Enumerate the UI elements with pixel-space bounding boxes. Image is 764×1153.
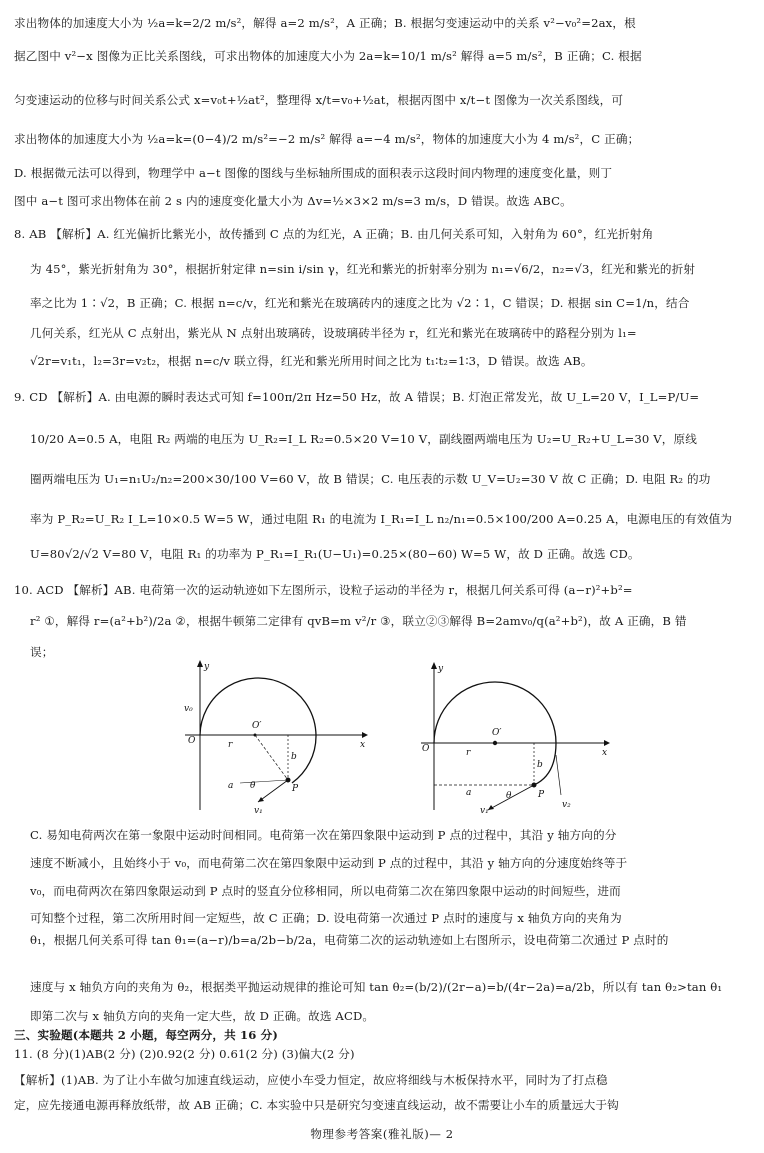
text-line: 几何关系，红光从 C 点射出，紫光从 N 点射出玻璃砖，设玻璃砖半径为 r，红光和紫光在玻璃砖中的路程分别为 l₁= [30,326,637,340]
text-line: 求出物体的加速度大小为 ½a=k=2/2 m/s²，解得 a=2 m/s²，A 正确；B. 根据匀变速运动中的关系 v²−v₀²=2ax，根 [14,16,636,30]
text-line: 圈两端电压为 U₁=n₁U₂/n₂=200×30/100 V=60 V，故 B 错误；C. 电压表的示数 U_V=U₂=30 V 故 C 正确；D. 电阻 R₂ 的功 [30,472,711,486]
text-line: 为 45°，紫光折射角为 30°，根据折射定律 n=sin i/sin γ，红光和紫光的折射率分别为 n₁=√6/2，n₂=√3，红光和紫光的折射 [30,262,696,276]
y-axis-label: y [438,664,444,674]
x-axis-label: x [360,740,366,750]
theta-label: θ [250,781,256,791]
q8-line: 8. AB 【解析】A. 红光偏折比紫光小，故传播到 C 点的为红光，A 正确；B. 由几何关系可知，入射角为 60°，红光折射角 [14,227,654,241]
v0-label: v₀ [184,704,193,714]
text-line: D. 根据微元法可以得到，物理学中 a−t 图像的图线与坐标轴所围成的面积表示这段时间内物理的速度变化量，则丁 [14,166,613,180]
text-line: 【解析】(1)AB. 为了让小车做匀加速直线运动，应使小车受力恒定，故应将细线与木板保持水平，同时为了打点稳 [14,1073,608,1087]
text-line: 误； [30,645,54,659]
text-line: U=80√2/√2 V=80 V，电阻 R₁ 的功率为 P_R₁=I_R₁(U−U₁)=0.25×(80−60) W=5 W，故 D 正确。故选 CD。 [30,547,640,561]
a-label: a [228,781,234,791]
radius-label: r [228,740,233,750]
text-line: 即第二次与 x 轴负方向的夹角一定大些，故 D 正确。故选 ACD。 [30,1009,375,1023]
center-label: O′ [252,721,262,731]
radius-label: r [466,748,471,758]
a-label: a [466,788,472,798]
q10-line: 10. ACD 【解析】AB. 电荷第一次的运动轨迹如下左图所示，设粒子运动的半径为 r，根据几何关系可得 (a−r)²+b²= [14,583,633,597]
text-line: θ₁，根据几何关系可得 tan θ₁=(a−r)/b=a/2b−b/2a，电荷第二次的运动轨迹如上右图所示，设电荷第二次通过 P 点时的 [30,933,669,947]
origin-label: O [188,736,196,746]
trajectory-figure-left [180,655,370,815]
text-line: C. 易知电荷两次在第一象限中运动时间相同。电荷第一次在第四象限中运动到 P 点的过程中，其沿 y 轴方向的分 [30,828,617,842]
theta-label: θ [506,791,512,801]
text-line: 率为 P_R₂=U_R₂ I_L=10×0.5 W=5 W，通过电阻 R₁ 的电流为 I_R₁=I_L n₂/n₁=0.5×100/200 A=0.25 A，电源电压的有效值为 [30,512,733,526]
text-line: 据乙图中 v²−x 图像为正比关系图线，可求出物体的加速度大小为 2a=k=10/1 m/s² 解得 a=5 m/s²，B 正确；C. 根据 [14,49,642,63]
text-line: r² ①，解得 r=(a²+b²)/2a ②，根据牛顿第二定律有 qvB=m v²/r ③，联立②③解得 B=2amv₀/q(a²+b²)，故 A 正确，B 错 [30,614,687,628]
text-line: 求出物体的加速度大小为 ½a=k=(0−4)/2 m/s²=−2 m/s² 解得 a=−4 m/s²，物体的加速度大小为 4 m/s²，C 正确； [14,132,640,146]
q9-line: 9. CD 【解析】A. 由电源的瞬时表达式可知 f=100π/2π Hz=50 Hz，故 A 错误；B. 灯泡正常发光，故 U_L=20 V，I_L=P/U= [14,390,700,404]
section-heading: 三、实验题(本题共 2 小题，每空两分，共 16 分) [14,1028,279,1042]
text-line: v₀，而电荷两次在第四象限运动到 P 点时的竖直分位移相同，所以电荷第二次在第四象限中运动的时间短些，进而 [30,884,621,898]
text-line: 匀变速运动的位移与时间关系公式 x=v₀t+½at²，整理得 x/t=v₀+½at，根据丙图中 x/t−t 图像为一次关系图线，可 [14,93,624,107]
point-p-label: P [292,784,299,794]
text-line: 速度与 x 轴负方向的夹角为 θ₂，根据类平抛运动规律的推论可知 tan θ₂=(b/2)/(2r−a)=b/(4r−2a)=a/2b，所以有 tan θ₂>tan θ₁ [30,980,723,994]
origin-label: O [422,744,430,754]
text-line: √2r=v₁t₁，l₂=3r=v₂t₂，根据 n=c/v 联立得，红光和紫光所用时间之比为 t₁∶t₂=1∶3，D 错误。故选 AB。 [30,354,593,368]
v1-label: v₁ [254,806,263,815]
center-label: O′ [492,728,502,738]
point-p-label: P [538,790,545,800]
b-label: b [537,760,543,770]
text-line: 率之比为 1∶√2，B 正确；C. 根据 n=c/v，红光和紫光在玻璃砖内的速度之比为 √2∶1，C 错误；D. 根据 sin C=1/n，结合 [30,296,690,310]
text-line: 可知整个过程，第二次所用时间一定短些，故 C 正确；D. 设电荷第一次通过 P 点时的速度与 x 轴负方向的夹角为 [30,911,622,925]
q11-line: 11. (8 分)(1)AB(2 分) (2)0.92(2 分) 0.61(2 分) (3)偏大(2 分) [14,1047,355,1061]
text-line: 10/20 A=0.5 A，电阻 R₂ 两端的电压为 U_R₂=I_L R₂=0.5×20 V=10 V，副线圈两端电压为 U₂=U_R₂+U_L=30 V，原线 [30,432,697,446]
trajectory-figure-right [416,655,616,815]
page-footer: 物理参考答案(雅礼版)— 2 [310,1127,454,1141]
x-axis-label: x [602,748,608,758]
text-line: 定，应先接通电源再释放纸带，故 AB 正确；C. 本实验中只是研究匀变速直线运动，故不需要让小车的质量远大于钩 [14,1098,619,1112]
b-label: b [291,752,297,762]
text-line: 图中 a−t 图可求出物体在前 2 s 内的速度变化量大小为 Δv=½×3×2 m/s=3 m/s，D 错误。故选 ABC。 [14,194,572,208]
text-line: 速度不断减小，且始终小于 v₀，而电荷第二次在第四象限中运动到 P 点的过程中，其沿 y 轴方向的分速度始终等于 [30,856,628,870]
v1-label: v₁ [480,806,489,815]
v2-label: v₂ [562,800,571,810]
y-axis-label: y [204,662,210,672]
